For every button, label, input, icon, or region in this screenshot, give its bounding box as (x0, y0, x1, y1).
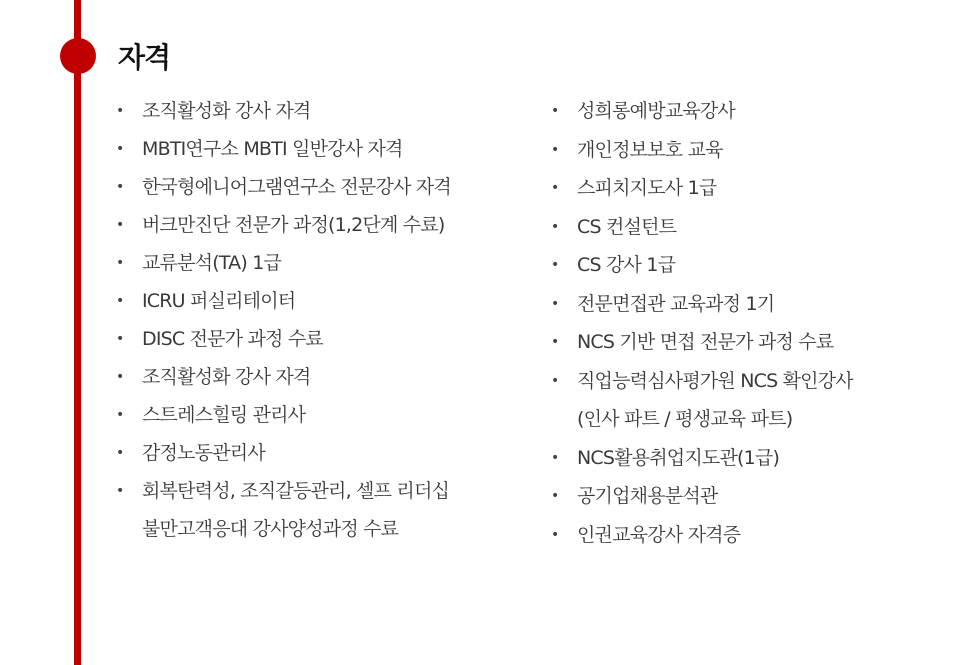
timeline-line (74, 0, 81, 665)
qualifications-list-left (114, 92, 534, 548)
bullet-icon: • (551, 103, 559, 119)
bullet-icon: • (551, 526, 559, 543)
bullet-icon: • (551, 372, 559, 389)
list-item (549, 92, 939, 131)
list-item (549, 323, 939, 362)
list-item (114, 434, 534, 472)
list-item (114, 92, 534, 130)
bullet-icon: • (116, 483, 124, 499)
list-item-text: 개인정보보호 교육 (577, 138, 723, 161)
list-item-text: ICRU 퍼실리테이터 (142, 290, 296, 312)
list-item (114, 130, 534, 168)
list-item-text: 공기업채용분석관 (577, 485, 718, 507)
list-item-text: 직업능력심사평가원 NCS 확인강사 (577, 369, 853, 392)
list-item (549, 246, 939, 285)
list-item (549, 516, 939, 555)
bullet-icon: • (116, 179, 124, 195)
list-item (549, 285, 939, 324)
bullet-icon: • (551, 180, 559, 196)
list-item (114, 396, 534, 434)
list-item-text-continued: 불만고객응대 강사양성과정 수료 (142, 518, 399, 540)
list-item (549, 477, 939, 516)
list-item (114, 472, 534, 548)
list-item-text: 조직활성화 강사 자격 (142, 366, 311, 388)
list-item (549, 131, 939, 170)
list-item (549, 208, 939, 247)
qualifications-list-right (549, 92, 939, 554)
bullet-icon: • (551, 334, 559, 350)
list-item-text: 스트레스힐링 관리사 (142, 404, 306, 426)
timeline-dot (60, 38, 96, 74)
bullet-icon: • (116, 407, 124, 423)
list-item-text: NCS활용취업지도관(1급) (577, 446, 780, 469)
bullet-icon: • (116, 217, 124, 233)
list-item (114, 244, 534, 282)
bullet-icon: • (116, 141, 124, 157)
list-item-text: 스피치지도사 1급 (577, 177, 717, 199)
list-item (114, 282, 534, 320)
list-item-text: 조직활성화 강사 자격 (142, 100, 311, 122)
list-item-text: DISC 전문가 과정 수료 (142, 328, 323, 350)
list-item (114, 320, 534, 358)
bullet-icon: • (551, 488, 559, 504)
list-item-text: 감정노동관리사 (142, 442, 265, 464)
list-item (549, 362, 939, 439)
list-item-text: 전문면접관 교육과정 1기 (577, 292, 775, 315)
list-item-text: CS 강사 1급 (577, 254, 676, 276)
list-item-text: 성희롱예방교육강사 (577, 100, 735, 122)
list-item (114, 358, 534, 396)
bullet-icon: • (551, 218, 559, 235)
bullet-icon: • (116, 331, 124, 347)
bullet-icon: • (116, 445, 124, 461)
list-item (114, 168, 534, 206)
list-item-text: 인권교육강사 자격증 (577, 523, 741, 546)
list-item (114, 206, 534, 244)
bullet-icon: • (116, 255, 124, 271)
bullet-icon: • (551, 449, 559, 466)
list-item-text: MBTI연구소 MBTI 일반강사 자격 (142, 138, 403, 160)
bullet-icon: • (116, 103, 124, 119)
list-item-text: 회복탄력성, 조직갈등관리, 셀프 리더십 (142, 480, 450, 502)
bullet-icon: • (116, 369, 124, 385)
bullet-icon: • (551, 257, 559, 273)
section-heading: 자격 (118, 41, 171, 74)
list-item-text-continued: (인사 파트 / 평생교육 파트) (577, 408, 793, 430)
bullet-icon: • (551, 295, 559, 312)
list-item-text: 한국형에니어그램연구소 전문강사 자격 (142, 176, 451, 198)
bullet-icon: • (116, 293, 124, 309)
list-item (549, 169, 939, 208)
list-item (549, 439, 939, 478)
list-item-text: 교류분석(TA) 1급 (142, 252, 282, 274)
list-item-text: 버크만진단 전문가 과정(1,2단계 수료) (142, 214, 445, 236)
list-item-text: NCS 기반 면접 전문가 과정 수료 (577, 331, 834, 353)
list-item-text: CS 컨설턴트 (577, 215, 677, 238)
bullet-icon: • (551, 141, 559, 158)
